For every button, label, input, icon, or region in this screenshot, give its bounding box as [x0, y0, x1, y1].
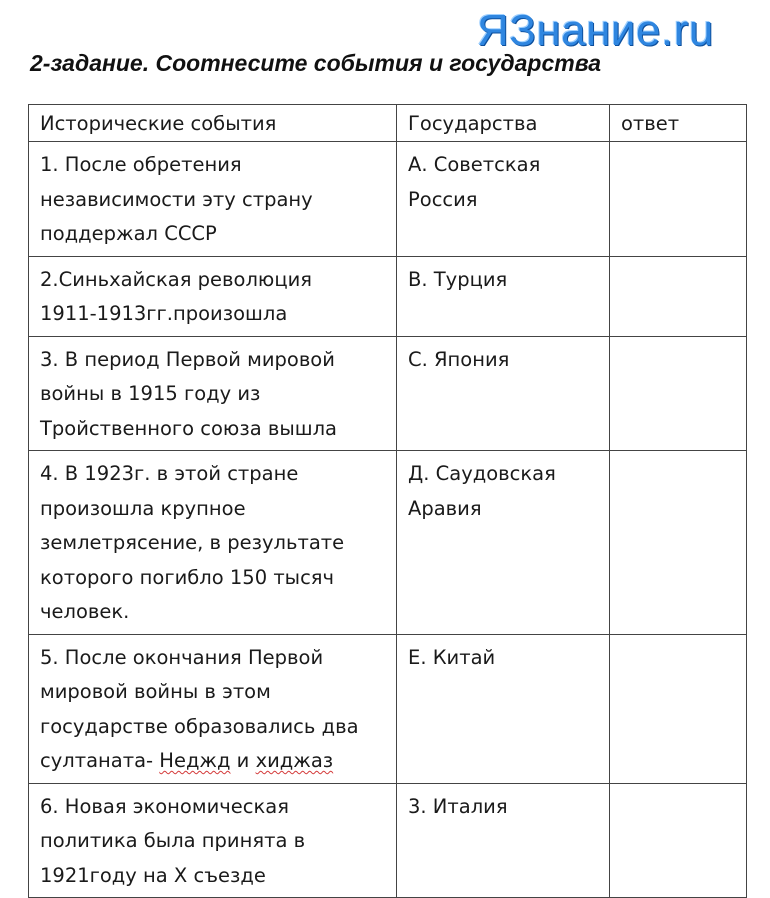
- state-cell: [397, 451, 610, 635]
- answer-cell[interactable]: [610, 336, 747, 451]
- spellcheck-word: хиджаз: [255, 749, 334, 772]
- state-line: С. Япония: [408, 347, 510, 371]
- event-line: [40, 744, 385, 779]
- answer-cell[interactable]: [610, 142, 747, 257]
- table-row: [29, 783, 747, 898]
- event-line: 4. В 1923г. в этой стране: [40, 462, 299, 485]
- state-cell: [397, 336, 610, 451]
- state-cell: [397, 634, 610, 783]
- watermark-logo: ЯЗнание.ru: [477, 6, 714, 55]
- state-cell: [397, 256, 610, 336]
- event-line: войны в 1915 году из: [40, 382, 261, 405]
- event-cell: [29, 336, 397, 451]
- event-line: государстве образовались два: [40, 714, 359, 738]
- event-line-prefix: султаната-: [40, 749, 160, 772]
- table-header-row: [29, 105, 747, 142]
- event-line: политика была принята в: [40, 829, 306, 852]
- event-line: мировой войны в этом: [40, 680, 271, 703]
- event-cell: [29, 634, 397, 783]
- state-line: Россия: [408, 187, 478, 211]
- header-states: Государства: [397, 105, 610, 142]
- event-line: 1921году на Х съезде: [40, 863, 266, 887]
- state-line: Е. Китай: [408, 645, 496, 669]
- event-cell: [29, 142, 397, 257]
- event-line: Тройственного союза вышла: [40, 416, 337, 440]
- table-row: [29, 634, 747, 783]
- task-title: 2-задание. Соотнесите события и государства: [30, 50, 602, 76]
- answer-cell[interactable]: [610, 783, 747, 898]
- answer-cell[interactable]: [610, 256, 747, 336]
- state-line: В. Турция: [408, 267, 508, 291]
- event-line: 6. Новая экономическая: [40, 794, 289, 818]
- event-line: произошла крупное: [40, 496, 246, 520]
- answer-cell[interactable]: [610, 451, 747, 635]
- event-cell: [29, 451, 397, 635]
- header-answer: ответ: [610, 105, 747, 142]
- state-cell: [397, 142, 610, 257]
- table-row: [29, 451, 747, 635]
- table-row: [29, 142, 747, 257]
- event-line: 2.Синьхайская революция: [40, 267, 313, 291]
- table-row: [29, 256, 747, 336]
- event-line: 1911-1913гг.произошла: [40, 302, 288, 325]
- event-line: 1. После обретения: [40, 153, 242, 176]
- event-line: человек.: [40, 600, 130, 623]
- event-cell: [29, 783, 397, 898]
- event-line: поддержал СССР: [40, 222, 217, 245]
- event-cell: [29, 256, 397, 336]
- state-line: Аравия: [408, 496, 482, 520]
- state-line: А. Советская: [408, 153, 541, 176]
- event-line: землетрясение, в результате: [40, 531, 345, 554]
- event-line-connector: и: [230, 749, 256, 772]
- answer-cell[interactable]: [610, 634, 747, 783]
- spellcheck-word: Неджд: [159, 749, 231, 772]
- table-row: [29, 336, 747, 451]
- state-line: Д. Саудовская: [408, 462, 556, 485]
- event-line: 3. В период Первой мировой: [40, 347, 335, 371]
- state-line: 3. Италия: [408, 794, 508, 818]
- header-events: Исторические события: [29, 105, 397, 142]
- state-cell: [397, 783, 610, 898]
- matching-table: [28, 104, 747, 898]
- event-line: которого погибло 150 тысяч: [40, 565, 335, 589]
- event-line: 5. После окончания Первой: [40, 645, 324, 669]
- event-line: независимости эту страну: [40, 187, 313, 211]
